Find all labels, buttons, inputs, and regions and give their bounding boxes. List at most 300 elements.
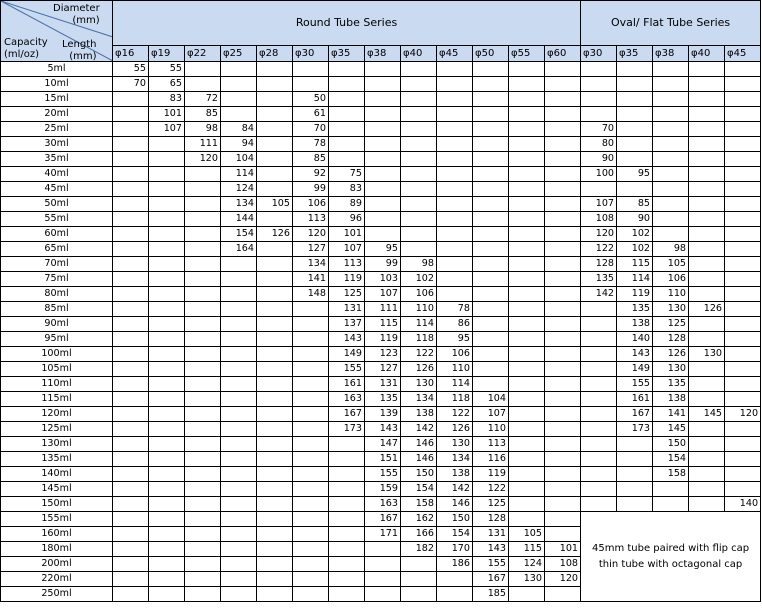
round-length-cell [329, 587, 365, 602]
round-length-cell [221, 77, 257, 92]
round-length-cell [545, 317, 581, 332]
round-length-cell [257, 152, 293, 167]
round-length-cell [113, 137, 149, 152]
oval-length-cell: 158 [653, 467, 689, 482]
capacity-cell: 70ml [1, 257, 113, 272]
round-length-cell [509, 587, 545, 602]
oval-length-cell [617, 152, 653, 167]
round-length-cell [221, 422, 257, 437]
round-length-cell [437, 242, 473, 257]
oval-length-cell [689, 392, 725, 407]
table-row [1, 332, 761, 347]
round-length-cell: 185 [473, 587, 509, 602]
table-row [1, 497, 761, 512]
oval-length-cell [725, 467, 761, 482]
oval-length-cell: 100 [581, 167, 617, 182]
round-length-cell: 155 [365, 467, 401, 482]
round-length-cell [509, 212, 545, 227]
round-length-cell: 134 [437, 452, 473, 467]
round-length-cell: 102 [401, 272, 437, 287]
round-length-cell [329, 452, 365, 467]
capacity-cell: 115ml [1, 392, 113, 407]
oval-length-cell [689, 482, 725, 497]
oval-length-cell: 150 [653, 437, 689, 452]
round-length-cell [257, 122, 293, 137]
round-length-cell: 122 [401, 347, 437, 362]
capacity-cell: 55ml [1, 212, 113, 227]
round-length-cell [293, 392, 329, 407]
round-length-cell: 111 [185, 137, 221, 152]
round-length-cell [113, 587, 149, 602]
round-length-cell: 142 [437, 482, 473, 497]
round-length-cell [401, 227, 437, 242]
round-length-cell [509, 182, 545, 197]
round-length-cell [473, 227, 509, 242]
table-row [1, 392, 761, 407]
round-length-cell [473, 317, 509, 332]
round-length-cell [185, 332, 221, 347]
capacity-cell: 20ml [1, 107, 113, 122]
round-length-cell: 105 [257, 197, 293, 212]
round-length-cell [149, 137, 185, 152]
oval-length-cell: 135 [653, 377, 689, 392]
round-length-cell [149, 542, 185, 557]
round-length-cell: 61 [293, 107, 329, 122]
round-length-cell [185, 257, 221, 272]
round-length-cell [509, 107, 545, 122]
oval-length-cell: 95 [617, 167, 653, 182]
round-length-cell: 150 [437, 512, 473, 527]
oval-length-cell: 90 [617, 212, 653, 227]
round-length-cell [149, 242, 185, 257]
table-row [1, 482, 761, 497]
table-row [1, 137, 761, 152]
round-length-cell [149, 287, 185, 302]
round-length-cell [149, 557, 185, 572]
round-length-cell: 110 [401, 302, 437, 317]
round-length-cell [149, 407, 185, 422]
oval-length-cell [581, 362, 617, 377]
table-row [1, 377, 761, 392]
round-length-cell [401, 62, 437, 77]
capacity-cell: 250ml [1, 587, 113, 602]
oval-length-cell: 140 [725, 497, 761, 512]
round-length-cell [257, 587, 293, 602]
round-length-cell [365, 182, 401, 197]
round-length-cell [545, 182, 581, 197]
table-row [1, 182, 761, 197]
round-length-cell: 119 [473, 467, 509, 482]
round-length-cell [437, 287, 473, 302]
round-length-cell: 95 [365, 242, 401, 257]
round-length-cell: 130 [401, 377, 437, 392]
round-length-cell [365, 197, 401, 212]
round-length-cell [293, 347, 329, 362]
round-length-cell [365, 572, 401, 587]
round-length-cell: 128 [473, 512, 509, 527]
round-length-cell [545, 227, 581, 242]
round-length-cell [509, 257, 545, 272]
capacity-label: Capacity (ml/oz) [4, 37, 48, 60]
round-length-cell: 85 [185, 107, 221, 122]
round-length-cell [113, 302, 149, 317]
oval-length-cell: 161 [617, 392, 653, 407]
round-length-cell [149, 182, 185, 197]
round-length-cell [293, 317, 329, 332]
oval-diameter-header: φ38 [653, 46, 689, 62]
round-length-cell [545, 242, 581, 257]
round-length-cell [221, 437, 257, 452]
round-length-cell [185, 392, 221, 407]
round-length-cell [185, 527, 221, 542]
round-length-cell [149, 257, 185, 272]
round-length-cell [401, 242, 437, 257]
round-length-cell [185, 377, 221, 392]
round-length-cell [113, 182, 149, 197]
round-length-cell [545, 527, 581, 542]
round-length-cell [509, 62, 545, 77]
oval-length-cell: 120 [581, 227, 617, 242]
round-length-cell [329, 467, 365, 482]
round-length-cell: 115 [365, 317, 401, 332]
oval-length-cell [653, 62, 689, 77]
round-length-cell [113, 482, 149, 497]
oval-length-cell: 128 [581, 257, 617, 272]
round-length-cell [149, 392, 185, 407]
round-length-cell: 98 [185, 122, 221, 137]
round-length-cell [221, 392, 257, 407]
capacity-cell: 200ml [1, 557, 113, 572]
oval-length-cell: 167 [617, 407, 653, 422]
note-line: thin tube with octagonal cap [598, 558, 743, 570]
oval-length-cell [653, 167, 689, 182]
oval-length-cell [617, 437, 653, 452]
round-length-cell: 155 [329, 362, 365, 377]
round-length-cell [293, 452, 329, 467]
oval-length-cell [725, 482, 761, 497]
capacity-cell: 85ml [1, 302, 113, 317]
round-length-cell [113, 557, 149, 572]
round-length-cell [365, 122, 401, 137]
round-length-cell [473, 302, 509, 317]
round-length-cell [185, 287, 221, 302]
oval-length-cell [653, 107, 689, 122]
table-row [1, 422, 761, 437]
oval-length-cell [617, 77, 653, 92]
oval-length-cell [581, 452, 617, 467]
round-length-cell: 72 [185, 92, 221, 107]
round-length-cell [113, 467, 149, 482]
round-length-cell [293, 377, 329, 392]
round-diameter-header: φ28 [257, 46, 293, 62]
round-length-cell [113, 242, 149, 257]
round-length-cell [113, 377, 149, 392]
table-row [1, 407, 761, 422]
round-length-cell [329, 62, 365, 77]
oval-length-cell: 122 [581, 242, 617, 257]
capacity-cell: 10ml [1, 77, 113, 92]
round-length-cell [545, 512, 581, 527]
round-length-cell: 110 [437, 362, 473, 377]
round-length-cell [221, 572, 257, 587]
oval-length-cell [617, 482, 653, 497]
round-length-cell [113, 527, 149, 542]
table-row [1, 107, 761, 122]
round-length-cell: 55 [113, 62, 149, 77]
round-length-cell [365, 557, 401, 572]
capacity-cell: 125ml [1, 422, 113, 437]
round-length-cell [185, 227, 221, 242]
round-length-cell [221, 107, 257, 122]
round-length-cell [473, 197, 509, 212]
oval-length-cell [689, 92, 725, 107]
round-length-cell [473, 287, 509, 302]
oval-length-cell: 130 [653, 362, 689, 377]
oval-length-cell [725, 302, 761, 317]
round-length-cell: 123 [365, 347, 401, 362]
oval-length-cell [581, 62, 617, 77]
round-length-cell [149, 527, 185, 542]
capacity-cell: 135ml [1, 452, 113, 467]
round-length-cell [545, 167, 581, 182]
round-length-cell [257, 572, 293, 587]
oval-length-cell [689, 452, 725, 467]
round-length-cell [149, 422, 185, 437]
round-length-cell [437, 107, 473, 122]
table-row [1, 212, 761, 227]
round-length-cell [365, 107, 401, 122]
round-length-cell [221, 362, 257, 377]
round-length-cell [149, 212, 185, 227]
oval-length-cell: 110 [653, 287, 689, 302]
round-length-cell [221, 407, 257, 422]
round-length-cell [185, 407, 221, 422]
round-length-cell [545, 392, 581, 407]
capacity-cell: 50ml [1, 197, 113, 212]
oval-length-cell: 108 [581, 212, 617, 227]
round-length-cell: 107 [149, 122, 185, 137]
capacity-cell: 35ml [1, 152, 113, 167]
round-length-cell: 135 [365, 392, 401, 407]
oval-diameter-header: φ30 [581, 46, 617, 62]
round-length-cell [473, 257, 509, 272]
oval-length-cell: 145 [689, 407, 725, 422]
round-length-cell [257, 497, 293, 512]
round-length-cell [185, 422, 221, 437]
round-length-cell [185, 437, 221, 452]
round-length-cell [149, 437, 185, 452]
round-length-cell [509, 272, 545, 287]
round-length-cell: 154 [437, 527, 473, 542]
capacity-cell: 25ml [1, 122, 113, 137]
round-length-cell [257, 332, 293, 347]
oval-length-cell [617, 497, 653, 512]
oval-length-cell [617, 137, 653, 152]
round-length-cell [509, 227, 545, 242]
round-length-cell [221, 587, 257, 602]
round-length-cell [113, 542, 149, 557]
round-length-cell [221, 542, 257, 557]
round-length-cell [221, 377, 257, 392]
round-length-cell [113, 332, 149, 347]
round-length-cell [509, 317, 545, 332]
round-length-cell [257, 482, 293, 497]
round-length-cell: 131 [473, 527, 509, 542]
oval-length-cell: 115 [617, 257, 653, 272]
oval-length-cell [725, 152, 761, 167]
round-length-cell: 134 [221, 197, 257, 212]
round-diameter-header: φ30 [293, 46, 329, 62]
round-length-cell: 161 [329, 377, 365, 392]
oval-length-cell [581, 182, 617, 197]
round-length-cell [149, 572, 185, 587]
oval-length-cell [725, 317, 761, 332]
round-length-cell [545, 422, 581, 437]
round-length-cell [509, 347, 545, 362]
oval-length-cell: 102 [617, 242, 653, 257]
oval-length-cell [689, 227, 725, 242]
oval-length-cell [725, 422, 761, 437]
round-length-cell: 141 [293, 272, 329, 287]
oval-diameter-header: φ45 [725, 46, 761, 62]
round-length-cell [257, 287, 293, 302]
round-length-cell [149, 167, 185, 182]
round-length-cell [545, 332, 581, 347]
round-length-cell [221, 257, 257, 272]
round-length-cell: 167 [473, 572, 509, 587]
round-length-cell [257, 302, 293, 317]
oval-length-cell [689, 377, 725, 392]
oval-length-cell [653, 227, 689, 242]
capacity-cell: 145ml [1, 482, 113, 497]
round-length-cell [473, 377, 509, 392]
round-length-cell [401, 167, 437, 182]
round-length-cell: 83 [149, 92, 185, 107]
oval-length-cell [725, 377, 761, 392]
oval-length-cell [653, 197, 689, 212]
round-length-cell: 115 [509, 542, 545, 557]
round-length-cell [257, 347, 293, 362]
round-length-cell: 78 [293, 137, 329, 152]
round-length-cell [113, 122, 149, 137]
oval-length-cell: 154 [653, 452, 689, 467]
round-length-cell: 134 [293, 257, 329, 272]
round-length-cell [437, 182, 473, 197]
length-label: Length (mm) [62, 39, 97, 62]
round-length-cell [185, 587, 221, 602]
oval-length-cell [725, 437, 761, 452]
round-length-cell: 118 [401, 332, 437, 347]
round-length-cell [509, 302, 545, 317]
capacity-cell: 180ml [1, 542, 113, 557]
capacity-cell: 65ml [1, 242, 113, 257]
round-length-cell [401, 197, 437, 212]
round-length-cell: 86 [437, 317, 473, 332]
round-length-cell [545, 107, 581, 122]
round-length-cell [221, 332, 257, 347]
round-length-cell [185, 302, 221, 317]
round-length-cell [257, 467, 293, 482]
round-length-cell: 98 [401, 257, 437, 272]
round-length-cell [437, 152, 473, 167]
capacity-cell: 105ml [1, 362, 113, 377]
round-length-cell: 151 [365, 452, 401, 467]
round-length-cell: 55 [149, 62, 185, 77]
table-row [1, 347, 761, 362]
round-length-cell: 107 [473, 407, 509, 422]
oval-length-cell [581, 347, 617, 362]
round-length-cell [149, 152, 185, 167]
round-length-cell [545, 92, 581, 107]
round-length-cell [473, 272, 509, 287]
round-length-cell: 118 [437, 392, 473, 407]
oval-length-cell: 135 [617, 302, 653, 317]
round-length-cell [509, 452, 545, 467]
round-length-cell [149, 587, 185, 602]
round-length-cell [473, 182, 509, 197]
capacity-cell: 155ml [1, 512, 113, 527]
round-length-cell: 154 [401, 482, 437, 497]
round-diameter-header: φ16 [113, 46, 149, 62]
oval-length-cell: 114 [617, 272, 653, 287]
round-length-cell [509, 497, 545, 512]
round-length-cell: 130 [437, 437, 473, 452]
oval-length-cell [617, 122, 653, 137]
round-length-cell [221, 557, 257, 572]
round-length-cell [149, 197, 185, 212]
round-length-cell: 120 [293, 227, 329, 242]
table-row [1, 62, 761, 77]
oval-length-cell [725, 212, 761, 227]
oval-length-cell [725, 137, 761, 152]
round-length-cell: 167 [365, 512, 401, 527]
round-length-cell [473, 362, 509, 377]
oval-length-cell [617, 182, 653, 197]
round-diameter-header: φ19 [149, 46, 185, 62]
capacity-cell: 30ml [1, 137, 113, 152]
oval-length-cell [725, 227, 761, 242]
round-length-cell [509, 422, 545, 437]
round-length-cell [401, 182, 437, 197]
oval-length-cell [725, 242, 761, 257]
round-length-cell: 114 [221, 167, 257, 182]
round-length-cell [257, 452, 293, 467]
round-length-cell: 143 [473, 542, 509, 557]
round-length-cell [293, 497, 329, 512]
round-length-cell [257, 542, 293, 557]
round-length-cell [185, 62, 221, 77]
round-length-cell [113, 167, 149, 182]
round-length-cell: 182 [401, 542, 437, 557]
round-length-cell [185, 362, 221, 377]
table-row [1, 362, 761, 377]
round-length-cell [113, 392, 149, 407]
oval-series-header: Oval/ Flat Tube Series [581, 1, 761, 46]
round-length-cell: 122 [473, 482, 509, 497]
round-length-cell [185, 497, 221, 512]
round-length-cell [437, 92, 473, 107]
oval-length-cell [581, 302, 617, 317]
oval-length-cell [725, 452, 761, 467]
oval-length-cell [689, 182, 725, 197]
round-length-cell [293, 512, 329, 527]
round-length-cell [293, 557, 329, 572]
oval-length-cell [689, 422, 725, 437]
round-length-cell [329, 107, 365, 122]
oval-length-cell [689, 362, 725, 377]
round-length-cell: 143 [329, 332, 365, 347]
round-length-cell: 94 [221, 137, 257, 152]
